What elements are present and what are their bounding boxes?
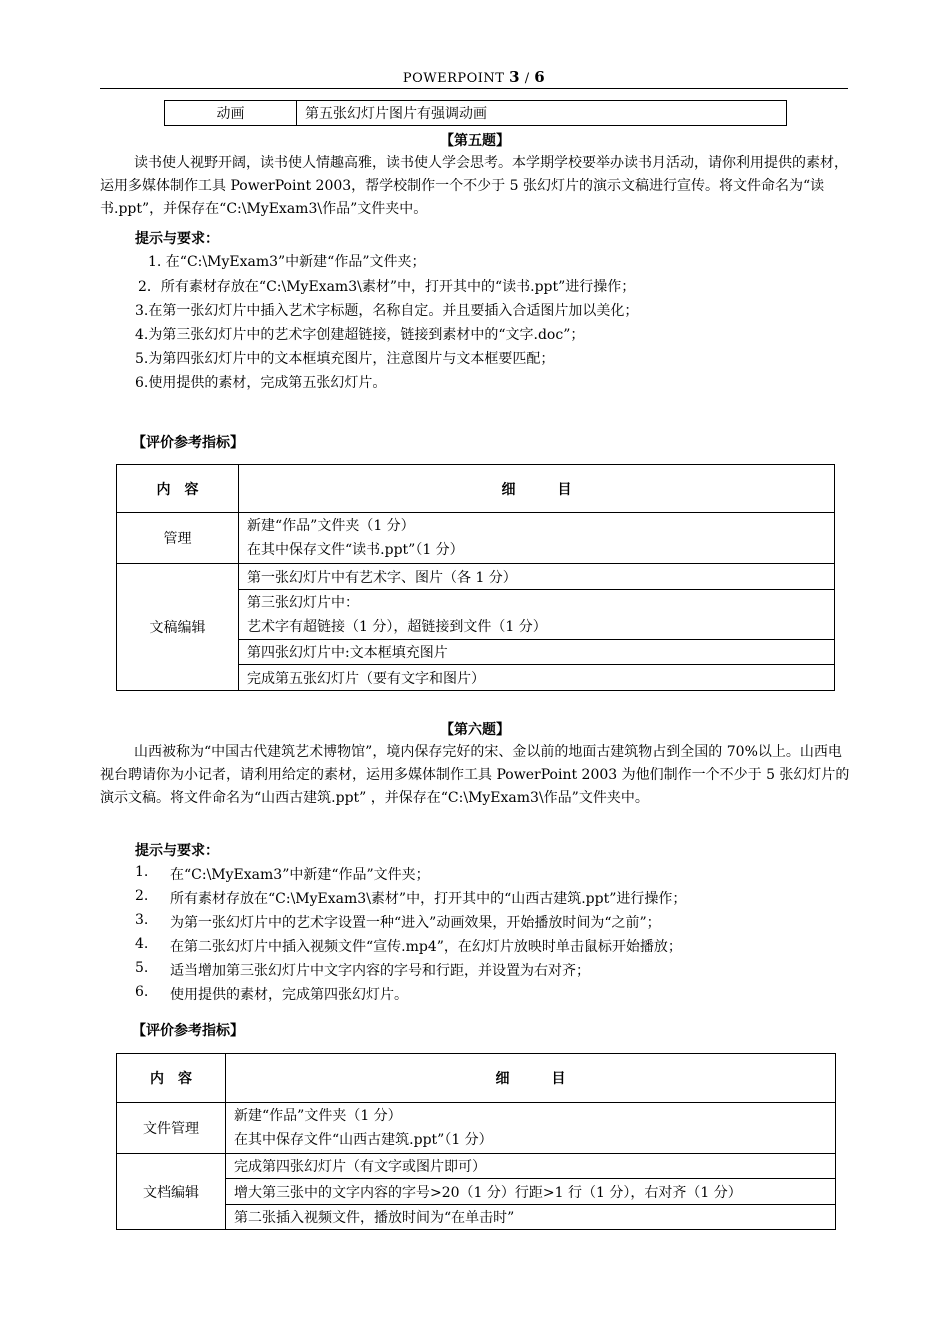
q6-row-item: 增大第三张中的文字内容的字号>20（1 分）行距>1 行（1 分），右对齐（1 分）: [226, 1179, 836, 1205]
q5-row-item: 完成第五张幻灯片（要有文字和图片）: [239, 665, 835, 691]
top-table-label: 动画: [165, 101, 297, 126]
q6-tip-number: 6.: [135, 984, 149, 1000]
q5-row-item: 第一张幻灯片中有艺术字、图片（各 1 分）: [239, 564, 835, 590]
q5-paragraph: 读书使人视野开阔，读书使人情趣高雅，读书使人学会思考。本学期学校要举办读书月活动，请你利用提供的素材，运用多媒体制作工具 PowerPoint 2003，帮学校制作一个不少于 5 张幻灯片的演示文稿进行宣传。将文件命名为“读书.ppt”，并保存在“C:\MyExam3\作品”文件夹中。: [100, 155, 848, 217]
page-separator: /: [524, 71, 530, 86]
q6-table-head-content: 内 容: [117, 1054, 226, 1103]
q5-eval-title: 【评价参考指标】: [132, 435, 244, 451]
q5-tips-title: 提示与要求：: [135, 231, 219, 247]
top-table: [164, 100, 787, 126]
top-table-detail: 第五张幻灯片图片有强调动画: [297, 101, 787, 126]
q5-table-head-content: 内 容: [117, 465, 239, 513]
q6-tip-text: 在“C:\MyExam3”中新建“作品”文件夹；: [170, 867, 430, 883]
q6-row-item: 第二张插入视频文件，播放时间为“在单击时”: [226, 1205, 836, 1230]
q5-row-item: 第四张幻灯片中:文本框填充图片: [239, 640, 835, 665]
q6-row-label: 文件管理: [117, 1103, 226, 1154]
q6-tip-text: 使用提供的素材，完成第四张幻灯片。: [170, 987, 408, 1003]
page-number: 3: [509, 68, 521, 86]
q6-tips-title: 提示与要求：: [135, 843, 219, 859]
q6-row-item: 新建“作品”文件夹（1 分）: [234, 1108, 402, 1124]
q5-tip-3: 3.在第一张幻灯片中插入艺术字标题，名称自定。并且要插入合适图片加以美化；: [135, 303, 639, 319]
q6-eval-table: [116, 1053, 836, 1230]
q5-tip-1: 1. 在“C:\MyExam3”中新建“作品”文件夹；: [148, 254, 426, 270]
q6-row-label: 文档编辑: [117, 1154, 226, 1230]
q6-tip-text: 在第二张幻灯片中插入视频文件“宣传.mp4”，在幻灯片放映时单击鼠标开始播放；: [170, 939, 682, 955]
q5-title: 【第五题】: [440, 133, 510, 149]
q6-tip-number: 4.: [135, 936, 149, 952]
q5-tip-5: 5.为第四张幻灯片中的文本框填充图片，注意图片与文本框要匹配；: [135, 351, 555, 367]
q5-row-item: 新建“作品”文件夹（1 分）: [247, 518, 415, 534]
q5-tip-2: 2．所有素材存放在“C:\MyExam3\素材”中，打开其中的“读书.ppt”进行操作；: [138, 279, 636, 295]
q5-eval-table: [116, 464, 835, 691]
q5-row-label: 管理: [117, 513, 239, 564]
q6-tip-number: 5.: [135, 960, 149, 976]
q6-tip-text: 为第一张幻灯片中的艺术字设置一种“进入”动画效果，开始播放时间为“之前”；: [170, 915, 661, 931]
q6-table-head-detail: 细 目: [226, 1054, 836, 1103]
header-title: POWERPOINT: [402, 71, 505, 86]
q6-tip-number: 1.: [135, 864, 149, 880]
header-rule: [100, 88, 848, 89]
q5-row-item: 艺术字有超链接（1 分），超链接到文件（1 分）: [247, 618, 547, 635]
q6-title: 【第六题】: [440, 722, 510, 738]
q5-table-head-detail: 细 目: [239, 465, 835, 513]
page-header: [100, 68, 848, 86]
q6-row-item: 完成第四张幻灯片（有文字或图片即可）: [226, 1154, 836, 1179]
q5-tip-6: 6.使用提供的素材，完成第五张幻灯片。: [135, 375, 387, 391]
q6-tip-number: 2.: [135, 888, 149, 904]
q5-tip-4: 4.为第三张幻灯片中的艺术字创建超链接，链接到素材中的“文字.doc”；: [135, 327, 585, 343]
q6-tip-number: 3.: [135, 912, 149, 928]
q6-tip-text: 适当增加第三张幻灯片中文字内容的字号和行距，并设置为右对齐；: [170, 963, 590, 979]
q6-eval-title: 【评价参考指标】: [132, 1023, 244, 1039]
q5-row-label: 文稿编辑: [117, 564, 239, 691]
q6-paragraph: 山西被称为“中国古代建筑艺术博物馆”，境内保存完好的宋、金以前的地面古建筑物占到全国的 70%以上。山西电视台聘请你为小记者，请利用给定的素材，运用多媒体制作工具 PowerPoint 2003 为他们制作一个不少于 5 张幻灯片的演示文稿。将文件命名为“山西古建筑.ppt” ，并保存在“C:\MyExam3\作品”文件夹中。: [100, 744, 850, 806]
q6-tip-text: 所有素材存放在“C:\MyExam3\素材”中，打开其中的“山西古建筑.ppt”进行操作；: [170, 891, 687, 907]
page-total: 6: [534, 68, 546, 86]
q5-row-item: 第三张幻灯片中：: [247, 594, 359, 611]
q6-row-item: 在其中保存文件“山西古建筑.ppt”（1 分）: [234, 1132, 493, 1148]
q5-row-item: 在其中保存文件“读书.ppt”（1 分）: [247, 542, 464, 558]
